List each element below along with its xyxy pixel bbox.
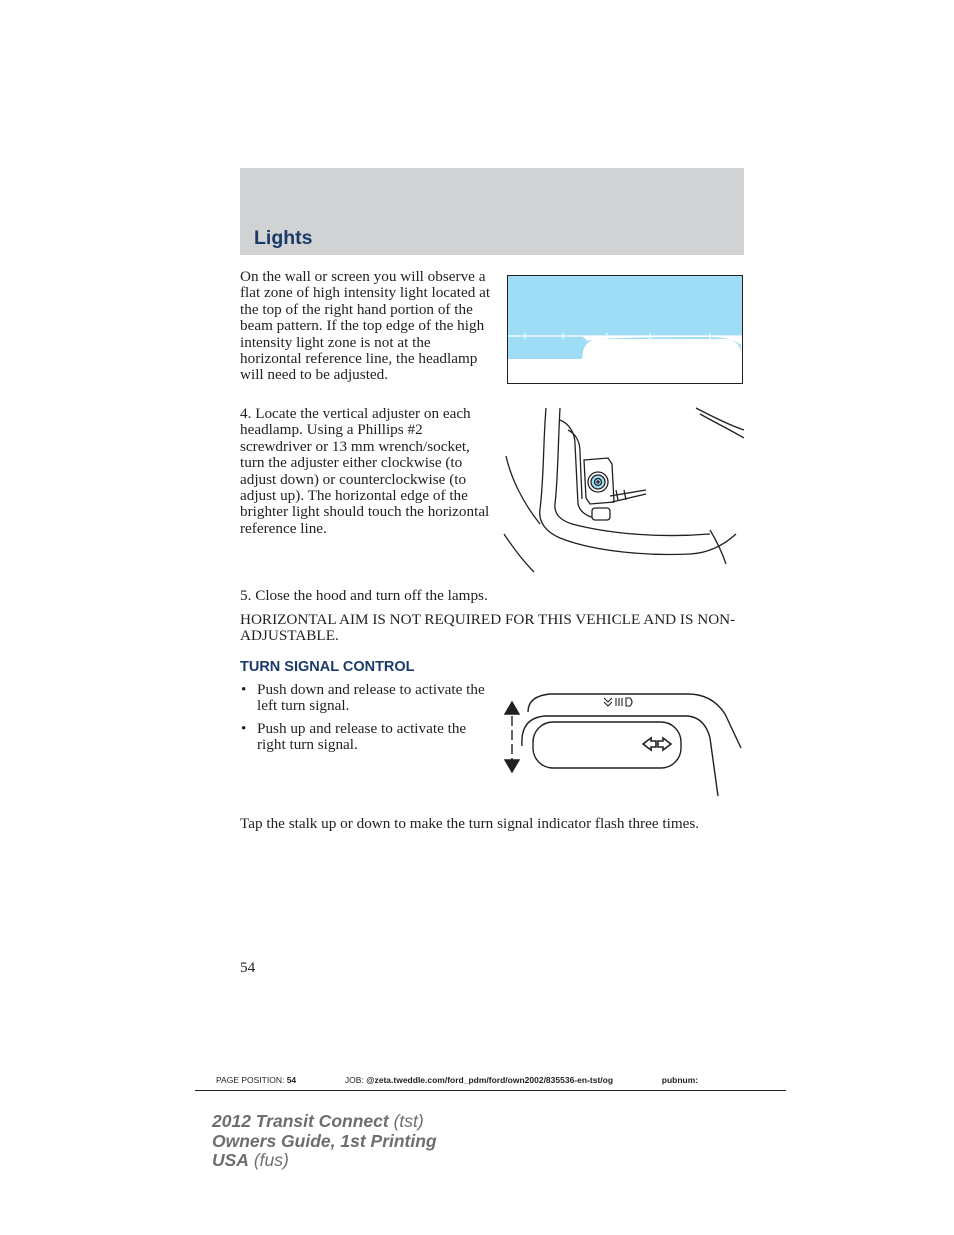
model-name: 2012 Transit Connect bbox=[212, 1111, 389, 1131]
turn-signal-heading: TURN SIGNAL CONTROL bbox=[240, 659, 415, 675]
model-line-2 bbox=[212, 1132, 437, 1152]
paragraph-vertical-adjuster: 4. Locate the vertical adjuster on each headlamp. Using a Phillips #2 screwdriver or 13 mm wrench/socket, turn the adjuster either clockwise (to adjust down) or counterclockwise (to adjust up). The horizontal edge of the brighter light should touch the horizontal reference line. bbox=[240, 405, 490, 537]
paragraph-close-hood: 5. Close the hood and turn off the lamps. bbox=[240, 587, 488, 604]
section-header-band bbox=[240, 168, 744, 255]
footer-position-label: PAGE POSITION: bbox=[216, 1075, 285, 1085]
paragraph-tap-stalk: Tap the stalk up or down to make the turn signal indicator flash three times. bbox=[240, 815, 700, 832]
bullet-glyph: • bbox=[241, 719, 247, 737]
paragraph-beam-pattern: On the wall or screen you will observe a flat zone of high intensity light located at the top of the right hand portion of the beam pattern. If the top edge of the high intensity light zone is not at the horizontal reference line, the headlamp will need to be adjusted. bbox=[240, 268, 491, 384]
turn-signal-stalk-illustration bbox=[500, 688, 748, 798]
footer-job-label: JOB: bbox=[344, 1075, 364, 1085]
paragraph-horizontal-aim: HORIZONTAL AIM IS NOT REQUIRED FOR THIS VEHICLE AND IS NON-ADJUSTABLE. bbox=[240, 611, 736, 645]
bullet-glyph: • bbox=[241, 681, 247, 698]
footer-job-value: @zeta.tweddle.com/ford_pdm/ford/own2002/835536-en-tst/og bbox=[366, 1075, 614, 1085]
headlamp-flash-icon bbox=[604, 698, 632, 706]
list-item bbox=[240, 682, 490, 715]
section-title: Lights bbox=[254, 227, 313, 249]
model-line-3 bbox=[212, 1151, 437, 1171]
market-name: USA bbox=[212, 1150, 249, 1170]
bullet-left-turn: Push down and release to activate the left turn signal. bbox=[257, 681, 485, 715]
up-down-arrow-icon bbox=[505, 702, 519, 772]
guide-edition: Owners Guide, 1st Printing bbox=[212, 1130, 437, 1151]
market-code: (fus) bbox=[253, 1150, 289, 1170]
beam-pattern-illustration bbox=[507, 275, 743, 384]
turn-signal-arrows-icon bbox=[643, 738, 671, 750]
turn-signal-bullets bbox=[240, 682, 490, 760]
model-info bbox=[212, 1112, 437, 1171]
headlamp-adjuster-illustration bbox=[500, 404, 748, 576]
footer-divider bbox=[195, 1090, 786, 1091]
page-number: 54 bbox=[240, 959, 256, 976]
model-code: (tst) bbox=[393, 1111, 424, 1131]
footer-pubnum-label: pubnum: bbox=[661, 1075, 699, 1085]
bullet-right-turn: Push up and release to activate the right turn signal. bbox=[257, 719, 467, 754]
list-item bbox=[240, 721, 490, 754]
footer-position-value: 54 bbox=[286, 1075, 297, 1085]
print-footer bbox=[216, 1075, 698, 1085]
model-line-1 bbox=[212, 1112, 437, 1132]
